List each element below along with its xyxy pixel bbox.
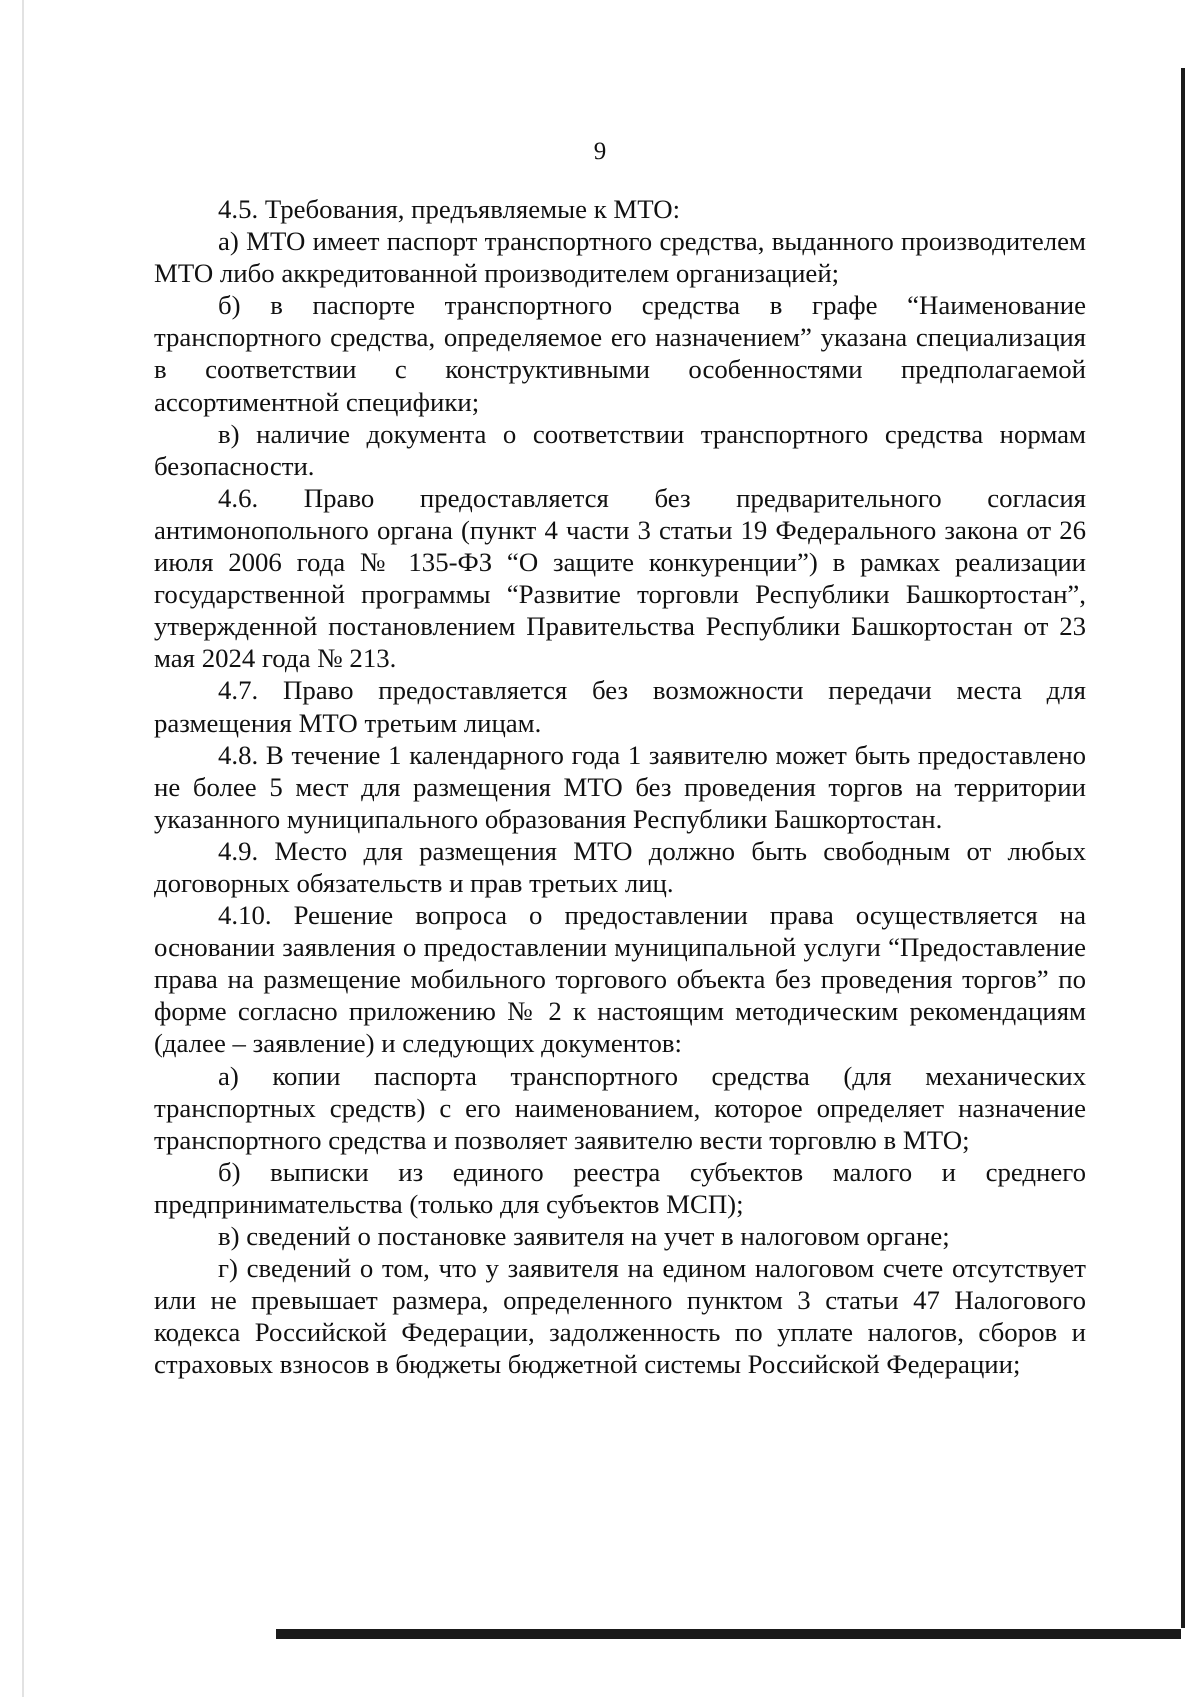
paragraph-4-9: 4.9. Место для размещения МТО должно быть свободным от любых договорных обязательств и прав третьих лиц. [154,835,1086,898]
page-number: 9 [593,138,607,165]
paragraph-4-10-g: г) сведений о том, что у заявителя на едином налоговом счете отсутствует или не превышает размера, определенного пунктом 3 статьи 47 Налогового кодекса Российской Федерации, задолженность по уплате налогов, сборов и страховых взносов в бюджеты бюджетной системы Российской Федерации; [154,1253,1086,1380]
paragraph-4-10-b: б) выписки из единого реестра субъектов малого и среднего предпринимательства (только для субъектов МСП); [154,1156,1086,1219]
paragraph-4-8: 4.8. В течение 1 календарного года 1 заявителю может быть предоставлено не более 5 мест для размещения МТО без проведения торгов на территории указанного муниципального образования Республики Башкортостан. [154,739,1086,834]
scan-edge-left [22,0,24,1697]
document-body [154,193,1086,1380]
paragraph-4-5-b: б) в паспорте транспортного средства в графе “Наименование транспортного средства, определяемое его назначением” указана специализация в соответствии с конструктивными особенностями предполагаемой ассортиментной специфики; [154,290,1086,417]
paragraph-4-5: 4.5. Требования, предъявляемые к МТО: [218,194,681,224]
paragraph-4-6: 4.6. Право предоставляется без предварительного согласия антимонопольного органа (пункт 4 части 3 статьи 19 Федерального закона от 26 июля 2006 года № 135-ФЗ “О защите конкуренции”) в рамках реализации государственной программы “Развитие торговли Республики Башкортостан”, утвержденной постановлением Правительства Республики Башкортостан от 23 мая 2024 года № 213. [154,482,1086,674]
paragraph-4-10: 4.10. Решение вопроса о предоставлении права осуществляется на основании заявления о предоставлении муниципальной услуги “Предоставление права на размещение мобильного торгового объекта без проведения торгов” по форме согласно приложению № 2 к настоящим методическим рекомендациям (далее – заявление) и следующих документов: [154,900,1086,1059]
paragraph-4-10-v: в) сведений о постановке заявителя на учет в налоговом органе; [218,1221,950,1251]
scan-edge-right [1181,68,1185,1628]
paragraph-4-10-a: а) копии паспорта транспортного средства (для механических транспортных средств) с его наименованием, которое определяет назначение транспортного средства и позволяет заявителю вести торговлю в МТО; [154,1060,1086,1155]
paragraph-4-5-a: а) МТО имеет паспорт транспортного средства, выданного производителем МТО либо аккредитованной производителем организацией; [154,226,1086,289]
paragraph-4-5-v: в) наличие документа о соответствии транспортного средства нормам безопасности. [154,418,1086,481]
paragraph-4-7: 4.7. Право предоставляется без возможности передачи места для размещения МТО третьим лицам. [154,675,1086,738]
scan-edge-bottom [276,1629,1181,1639]
